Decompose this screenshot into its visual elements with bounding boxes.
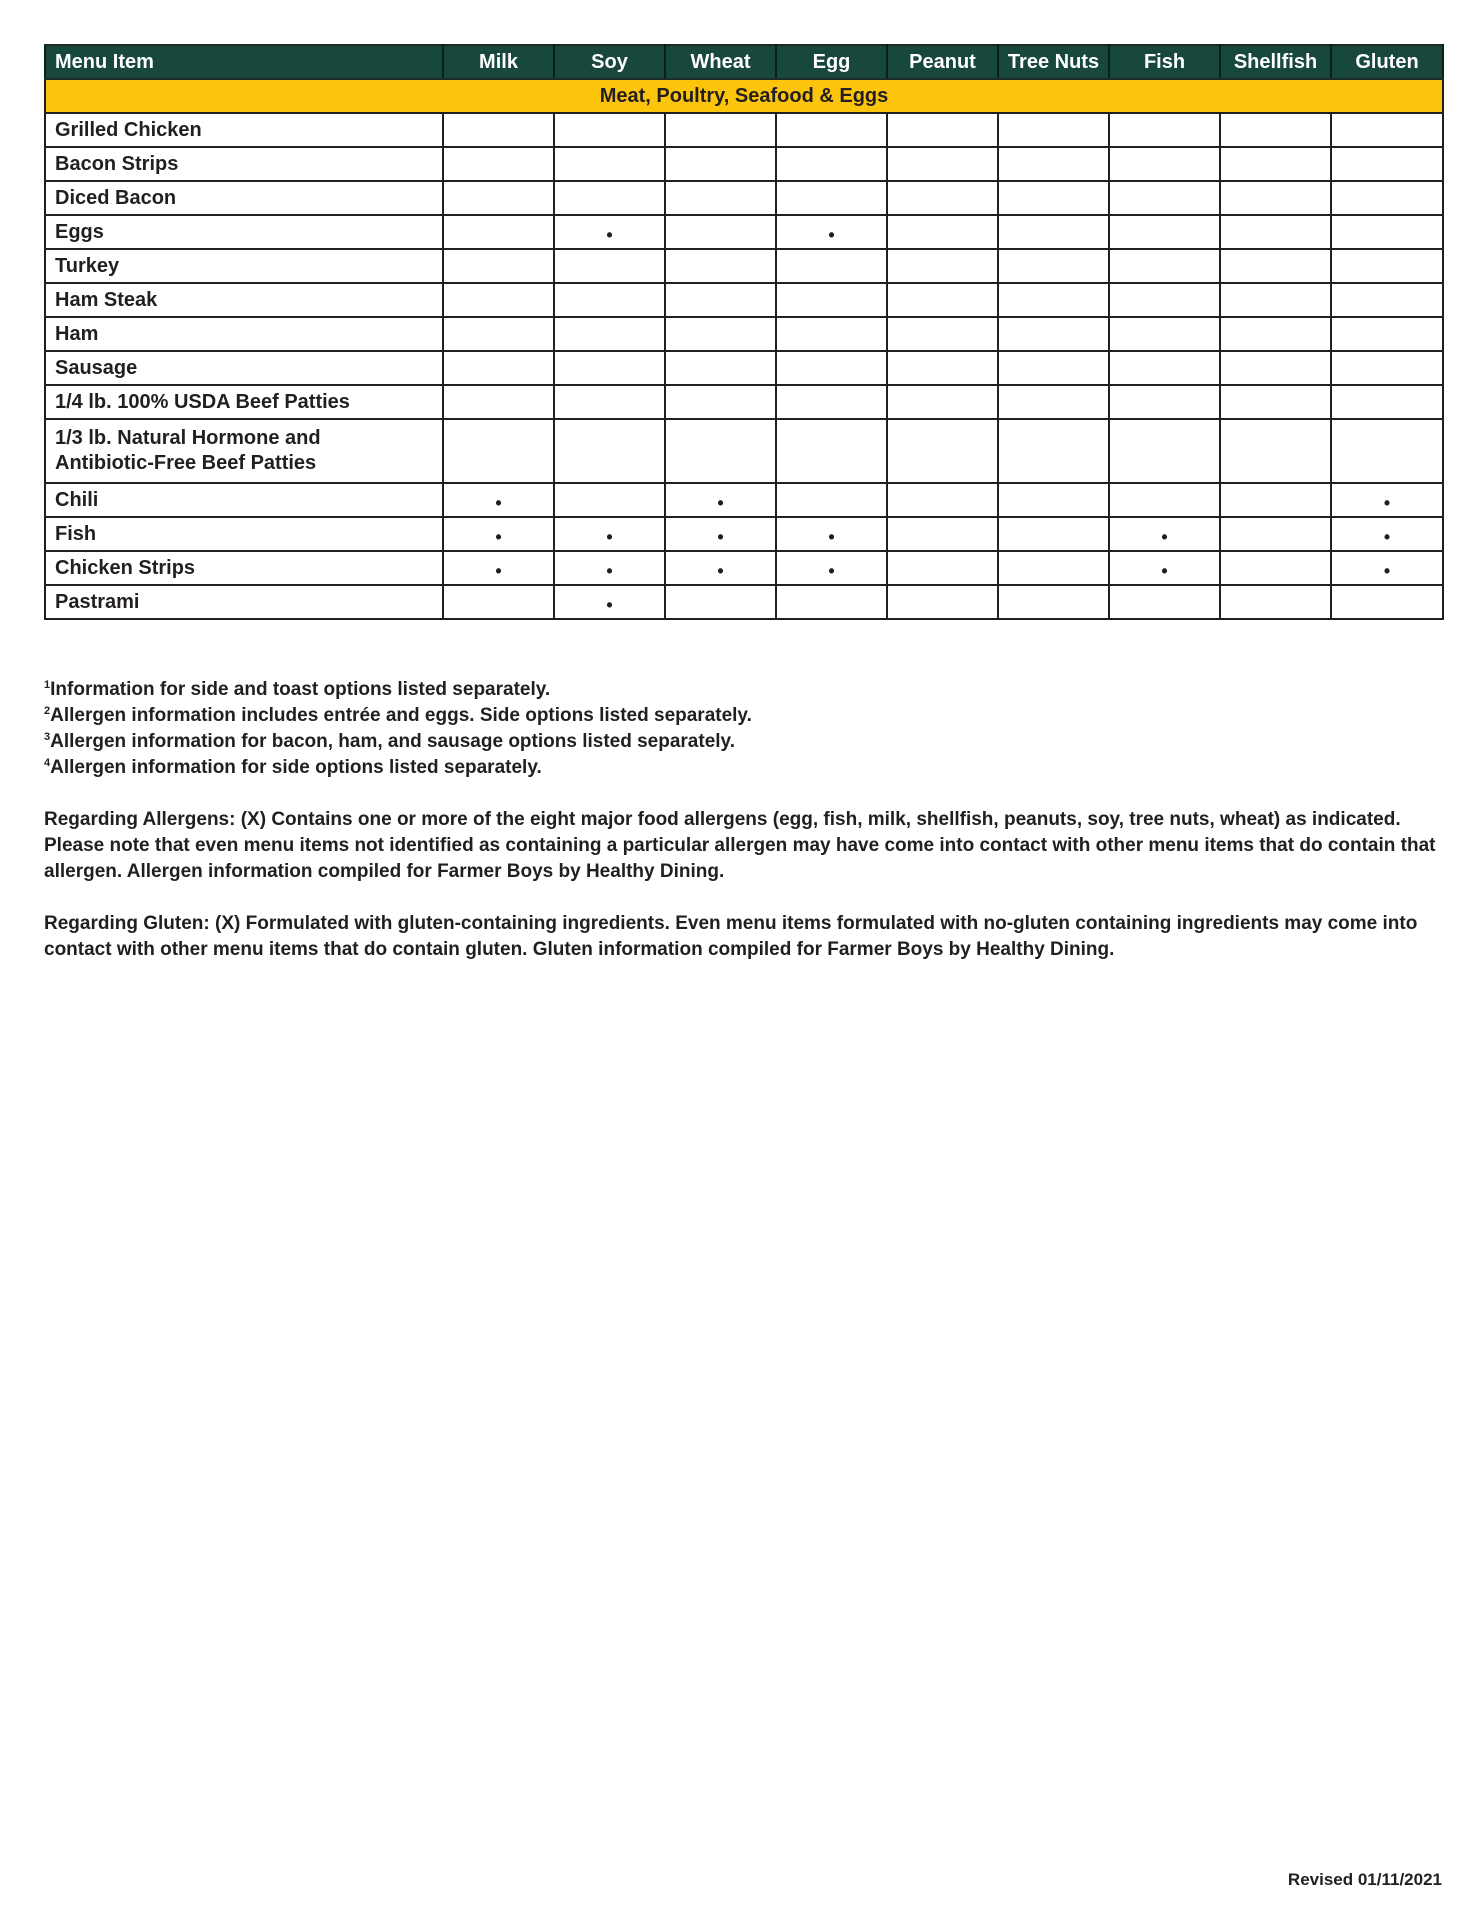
allergen-cell <box>998 351 1109 385</box>
allergen-cell <box>554 419 665 483</box>
allergen-cell <box>1109 585 1220 619</box>
allergen-cell <box>443 147 554 181</box>
allergen-cell <box>665 483 776 517</box>
column-header-tree-nuts: Tree Nuts <box>998 45 1109 79</box>
table-row <box>45 351 1443 385</box>
allergen-cell <box>1331 317 1443 351</box>
allergen-cell <box>665 113 776 147</box>
allergen-cell <box>665 351 776 385</box>
column-header-gluten: Gluten <box>1331 45 1443 79</box>
footnote-number: 2 <box>44 705 51 717</box>
allergen-cell <box>1109 181 1220 215</box>
allergen-cell <box>665 385 776 419</box>
table-row <box>45 215 1443 249</box>
menu-item-name: Sausage <box>45 351 443 385</box>
allergen-mark: • <box>1383 561 1391 581</box>
footnote-number: 4 <box>44 757 51 769</box>
allergen-cell <box>1109 483 1220 517</box>
allergen-cell <box>1331 385 1443 419</box>
allergen-cell <box>665 283 776 317</box>
allergen-mark: • <box>606 527 613 547</box>
allergen-cell <box>1331 249 1443 283</box>
menu-item-name: Ham <box>45 317 443 351</box>
allergen-cell <box>554 585 665 619</box>
menu-item-name: Turkey <box>45 249 443 283</box>
allergen-cell <box>1220 181 1331 215</box>
allergen-cell <box>1220 249 1331 283</box>
allergen-cell <box>1220 585 1331 619</box>
allergen-cell <box>665 419 776 483</box>
allergen-table <box>44 44 1444 620</box>
allergen-cell <box>1331 551 1443 585</box>
allergen-cell <box>554 147 665 181</box>
allergen-cell <box>776 181 887 215</box>
allergen-cell <box>998 249 1109 283</box>
allergen-cell <box>1220 215 1331 249</box>
column-header-fish: Fish <box>1109 45 1220 79</box>
allergen-cell <box>443 283 554 317</box>
table-row <box>45 283 1443 317</box>
allergen-cell <box>665 215 776 249</box>
menu-item-name: Diced Bacon <box>45 181 443 215</box>
menu-item-name: Ham Steak <box>45 283 443 317</box>
footnote <box>44 703 1444 729</box>
column-header-shellfish: Shellfish <box>1220 45 1331 79</box>
allergen-cell <box>1331 483 1443 517</box>
allergen-mark: • <box>495 561 502 581</box>
allergen-cell <box>1109 317 1220 351</box>
allergen-cell <box>998 215 1109 249</box>
allergen-cell <box>887 283 998 317</box>
menu-item-name: Fish <box>45 517 443 551</box>
allergen-cell <box>776 147 887 181</box>
menu-item-name: Chili <box>45 483 443 517</box>
column-header-egg: Egg <box>776 45 887 79</box>
section-row <box>45 79 1443 113</box>
column-header-peanut: Peanut <box>887 45 998 79</box>
allergen-mark: • <box>717 527 724 547</box>
table-row <box>45 385 1443 419</box>
allergen-cell <box>1109 215 1220 249</box>
allergen-cell <box>998 181 1109 215</box>
footnote-text: Allergen information for side options listed separately. <box>50 757 542 778</box>
table-row <box>45 113 1443 147</box>
menu-item-name-line: Antibiotic-Free Beef Patties <box>55 452 317 474</box>
table-row <box>45 551 1443 585</box>
allergen-cell <box>1109 249 1220 283</box>
table-row <box>45 147 1443 181</box>
allergen-cell <box>776 215 887 249</box>
allergen-cell <box>776 249 887 283</box>
allergen-mark: • <box>717 493 724 513</box>
allergen-cell <box>998 517 1109 551</box>
allergen-cell <box>776 551 887 585</box>
allergen-cell <box>1331 517 1443 551</box>
footnote <box>44 677 1444 703</box>
allergen-mark: • <box>606 225 613 245</box>
menu-item-name: Chicken Strips <box>45 551 443 585</box>
allergen-cell <box>887 351 998 385</box>
allergen-cell <box>1220 113 1331 147</box>
allergen-cell <box>998 147 1109 181</box>
allergen-cell <box>1331 419 1443 483</box>
allergens-note-line2: Please note that even menu items not identified as containing a particular allergen may have come into contact with other menu items that do contain that allergen. Allergen information compiled for Farmer Boys by Healthy Dining. <box>44 835 1436 882</box>
allergen-cell <box>1109 351 1220 385</box>
allergen-cell <box>887 147 998 181</box>
allergen-cell <box>776 351 887 385</box>
allergen-cell <box>1220 483 1331 517</box>
allergen-cell <box>1109 283 1220 317</box>
table-row <box>45 585 1443 619</box>
allergen-cell <box>887 317 998 351</box>
allergen-cell <box>776 585 887 619</box>
allergen-cell <box>443 113 554 147</box>
footnote-text: Allergen information includes entrée and eggs. Side options listed separately. <box>50 705 752 726</box>
allergen-cell <box>443 419 554 483</box>
menu-item-name: Grilled Chicken <box>45 113 443 147</box>
allergen-cell <box>443 181 554 215</box>
footnote <box>44 755 1444 781</box>
table-row <box>45 517 1443 551</box>
allergen-cell <box>887 181 998 215</box>
footnote-number: 3 <box>44 731 51 743</box>
allergen-cell <box>554 517 665 551</box>
allergen-cell <box>443 249 554 283</box>
allergen-cell <box>887 551 998 585</box>
allergen-cell <box>1331 351 1443 385</box>
allergen-cell <box>1331 215 1443 249</box>
allergen-cell <box>554 385 665 419</box>
allergen-cell <box>1109 385 1220 419</box>
allergen-cell <box>554 551 665 585</box>
allergen-cell <box>554 351 665 385</box>
footnote-text: Allergen information for bacon, ham, and sausage options listed separately. <box>50 731 735 752</box>
revised-date: Revised 01/11/2021 <box>1287 1870 1442 1889</box>
allergen-cell <box>776 317 887 351</box>
allergen-cell <box>443 585 554 619</box>
allergen-cell <box>443 351 554 385</box>
allergen-cell <box>443 551 554 585</box>
allergen-mark: • <box>1161 527 1168 547</box>
allergen-cell <box>665 517 776 551</box>
allergen-cell <box>665 585 776 619</box>
allergen-cell <box>998 419 1109 483</box>
table-row <box>45 181 1443 215</box>
table-row <box>45 317 1443 351</box>
allergen-cell <box>776 385 887 419</box>
allergen-mark: • <box>828 561 835 581</box>
allergen-mark: • <box>1161 561 1168 581</box>
footnote-number: 1 <box>44 679 51 691</box>
allergen-mark: • <box>828 225 835 245</box>
column-header-wheat: Wheat <box>665 45 776 79</box>
menu-item-name: Eggs <box>45 215 443 249</box>
allergen-mark: • <box>828 527 835 547</box>
allergen-cell <box>776 517 887 551</box>
menu-item-name: Bacon Strips <box>45 147 443 181</box>
allergen-cell <box>998 551 1109 585</box>
gluten-note: Regarding Gluten: (X) Formulated with gluten-containing ingredients. Even menu items formulated with no-gluten containing ingredients may come into contact with other menu items that do contain gluten. Gluten information compiled for Farmer Boys by Healthy Dining. <box>44 913 1418 960</box>
allergen-mark: • <box>495 527 502 547</box>
table-header-row <box>45 45 1443 79</box>
allergen-cell <box>998 585 1109 619</box>
allergen-cell <box>887 585 998 619</box>
allergen-cell <box>665 551 776 585</box>
table-row <box>45 249 1443 283</box>
allergen-cell <box>1109 147 1220 181</box>
allergen-cell <box>1220 351 1331 385</box>
allergen-cell <box>1220 147 1331 181</box>
table-row <box>45 483 1443 517</box>
allergen-cell <box>665 249 776 283</box>
allergen-cell <box>887 419 998 483</box>
column-header-menu-item: Menu Item <box>45 45 443 79</box>
footnote-text: Information for side and toast options listed separately. <box>50 679 551 700</box>
allergen-cell <box>1331 181 1443 215</box>
allergen-cell <box>1109 551 1220 585</box>
allergen-cell <box>887 215 998 249</box>
allergen-mark: • <box>606 561 613 581</box>
allergen-cell <box>554 113 665 147</box>
column-header-soy: Soy <box>554 45 665 79</box>
allergen-cell <box>554 483 665 517</box>
allergen-mark: • <box>1383 493 1391 513</box>
allergen-cell <box>776 113 887 147</box>
allergen-cell <box>998 283 1109 317</box>
allergen-cell <box>443 215 554 249</box>
allergen-cell <box>665 181 776 215</box>
allergen-cell <box>998 385 1109 419</box>
allergen-cell <box>1220 517 1331 551</box>
allergen-mark: • <box>1383 527 1391 547</box>
allergen-cell <box>1220 419 1331 483</box>
allergen-cell <box>887 249 998 283</box>
menu-item-name: 1/4 lb. 100% USDA Beef Patties <box>45 385 443 419</box>
footnotes <box>44 677 1444 781</box>
allergen-cell <box>443 517 554 551</box>
allergen-cell <box>665 147 776 181</box>
allergen-cell <box>443 317 554 351</box>
allergen-cell <box>1331 113 1443 147</box>
allergen-mark: • <box>717 561 724 581</box>
allergen-cell <box>665 317 776 351</box>
allergen-cell <box>1220 283 1331 317</box>
allergen-cell <box>443 483 554 517</box>
footnote <box>44 729 1444 755</box>
allergen-cell <box>1331 585 1443 619</box>
allergen-cell <box>443 385 554 419</box>
allergen-cell <box>998 113 1109 147</box>
allergen-cell <box>1109 113 1220 147</box>
menu-item-name-line: 1/3 lb. Natural Hormone and <box>55 427 321 449</box>
allergens-note-line1: Regarding Allergens: (X) Contains one or more of the eight major food allergens (egg, fish, milk, shellfish, peanuts, soy, tree nuts, wheat) as indicated. <box>44 809 1401 830</box>
allergen-cell <box>776 283 887 317</box>
allergen-cell <box>1220 551 1331 585</box>
allergen-cell <box>1331 147 1443 181</box>
allergen-cell <box>554 181 665 215</box>
table-row <box>45 419 1443 483</box>
table-body <box>45 79 1443 619</box>
allergen-cell <box>554 317 665 351</box>
allergen-mark: • <box>606 595 613 615</box>
allergen-cell <box>1220 317 1331 351</box>
menu-item-name: Pastrami <box>45 585 443 619</box>
column-header-milk: Milk <box>443 45 554 79</box>
allergen-cell <box>1331 283 1443 317</box>
allergen-cell <box>887 517 998 551</box>
allergen-mark: • <box>495 493 502 513</box>
allergen-cell <box>554 249 665 283</box>
allergen-cell <box>998 483 1109 517</box>
menu-item-name <box>45 419 443 483</box>
allergen-cell <box>1109 517 1220 551</box>
allergen-cell <box>776 419 887 483</box>
allergen-cell <box>887 113 998 147</box>
notes <box>44 677 1444 963</box>
section-title: Meat, Poultry, Seafood & Eggs <box>45 79 1443 113</box>
allergen-cell <box>776 483 887 517</box>
allergen-cell <box>554 283 665 317</box>
allergen-cell <box>887 483 998 517</box>
allergen-cell <box>1220 385 1331 419</box>
allergen-cell <box>1109 419 1220 483</box>
allergen-cell <box>554 215 665 249</box>
allergen-cell <box>887 385 998 419</box>
allergen-cell <box>998 317 1109 351</box>
